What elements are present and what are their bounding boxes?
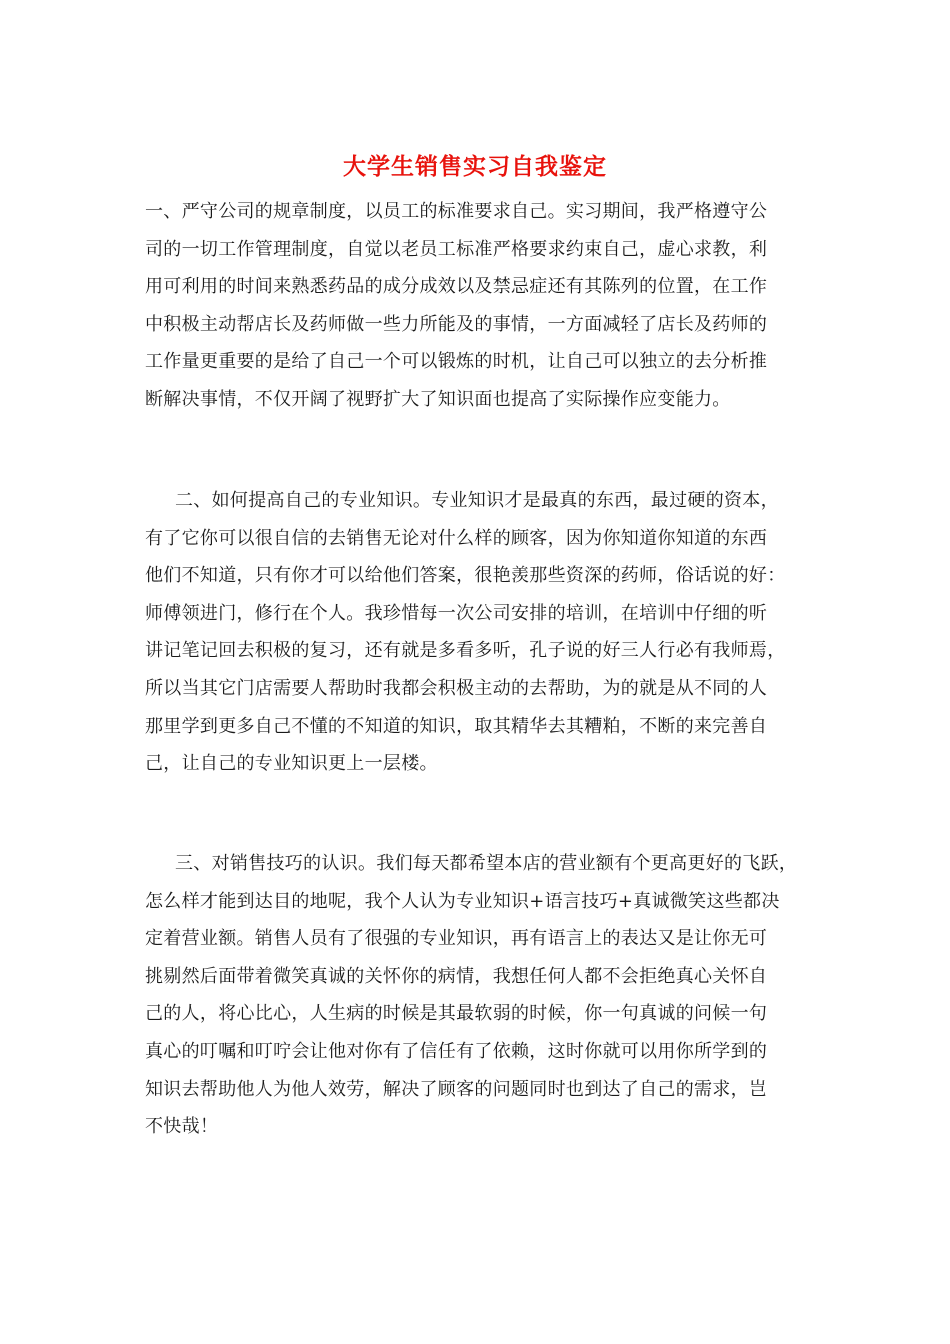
paragraph-line: 二、如何提高自己的专业知识。专业知识才是最真的东西，最过硬的资本， <box>175 490 779 511</box>
paragraph-line: 己的人，将心比心，人生病的时候是其最软弱的时候，你一句真诚的问候一句 <box>145 1003 768 1025</box>
paragraph-line: 怎么样才能到达目的地呢，我个人认为专业知识+语言技巧+真诚微笑这些都决 <box>145 890 780 912</box>
paragraph-line: 挑剔然后面带着微笑真诚的关怀你的病情，我想任何人都不会拒绝真心关怀自 <box>145 965 768 987</box>
paragraph-line: 所以当其它门店需要人帮助时我都会积极主动的去帮助，为的就是从不同的人 <box>145 677 768 699</box>
paragraph-line: 那里学到更多自己不懂的不知道的知识，取其精华去其糟粕，不断的来完善自 <box>145 715 768 737</box>
paragraph-line: 师傅领进门，修行在个人。我珍惜每一次公司安排的培训，在培训中仔细的听 <box>145 602 768 624</box>
paragraph-line: 工作量更重要的是给了自己一个可以锻炼的时机，让自己可以独立的去分析推 <box>145 351 768 373</box>
paragraph-line: 己，让自己的专业知识更上一层楼。 <box>145 753 438 775</box>
document-title: 大学生销售实习自我鉴定 <box>343 154 607 180</box>
paragraph-line: 三、对销售技巧的认识。我们每天都希望本店的营业额有个更高更好的飞跃， <box>175 853 798 874</box>
paragraph-line: 用可利用的时间来熟悉药品的成分成效以及禁忌症还有其陈列的位置，在工作 <box>145 276 768 298</box>
paragraph-3 <box>145 845 815 1146</box>
paragraph-line: 司的一切工作管理制度，自觉以老员工标准严格要求约束自己，虚心求教，利 <box>145 238 768 260</box>
paragraph-line: 定着营业额。销售人员有了很强的专业知识，再有语言上的表达又是让你无可 <box>145 928 768 950</box>
paragraph-line: 不快哉！ <box>145 1116 219 1138</box>
paragraph-2 <box>145 482 815 783</box>
paragraph-line: 断解决事情，不仅开阔了视野扩大了知识面也提高了实际操作应变能力。 <box>145 388 731 410</box>
paragraph-line: 讲记笔记回去积极的复习，还有就是多看多听，孔子说的好三人行必有我师焉， <box>145 640 786 662</box>
paragraph-line: 一、严守公司的规章制度，以员工的标准要求自己。实习期间，我严格遵守公 <box>145 201 768 222</box>
paragraph-line: 真心的叮嘱和叮咛会让他对你有了信任有了依赖，这时你就可以用你所学到的 <box>145 1040 768 1062</box>
paragraph-line: 知识去帮助他人为他人效劳，解决了顾客的问题同时也到达了自己的需求，岂 <box>145 1078 768 1100</box>
paragraph-line: 他们不知道，只有你才可以给他们答案，很艳羡那些资深的药师，俗话说的好： <box>145 565 786 587</box>
paragraph-line: 中积极主动帮店长及药师做一些力所能及的事情，一方面减轻了店长及药师的 <box>145 313 768 335</box>
paragraph-1 <box>145 193 815 419</box>
paragraph-line: 有了它你可以很自信的去销售无论对什么样的顾客，因为你知道你知道的东西 <box>145 527 768 549</box>
